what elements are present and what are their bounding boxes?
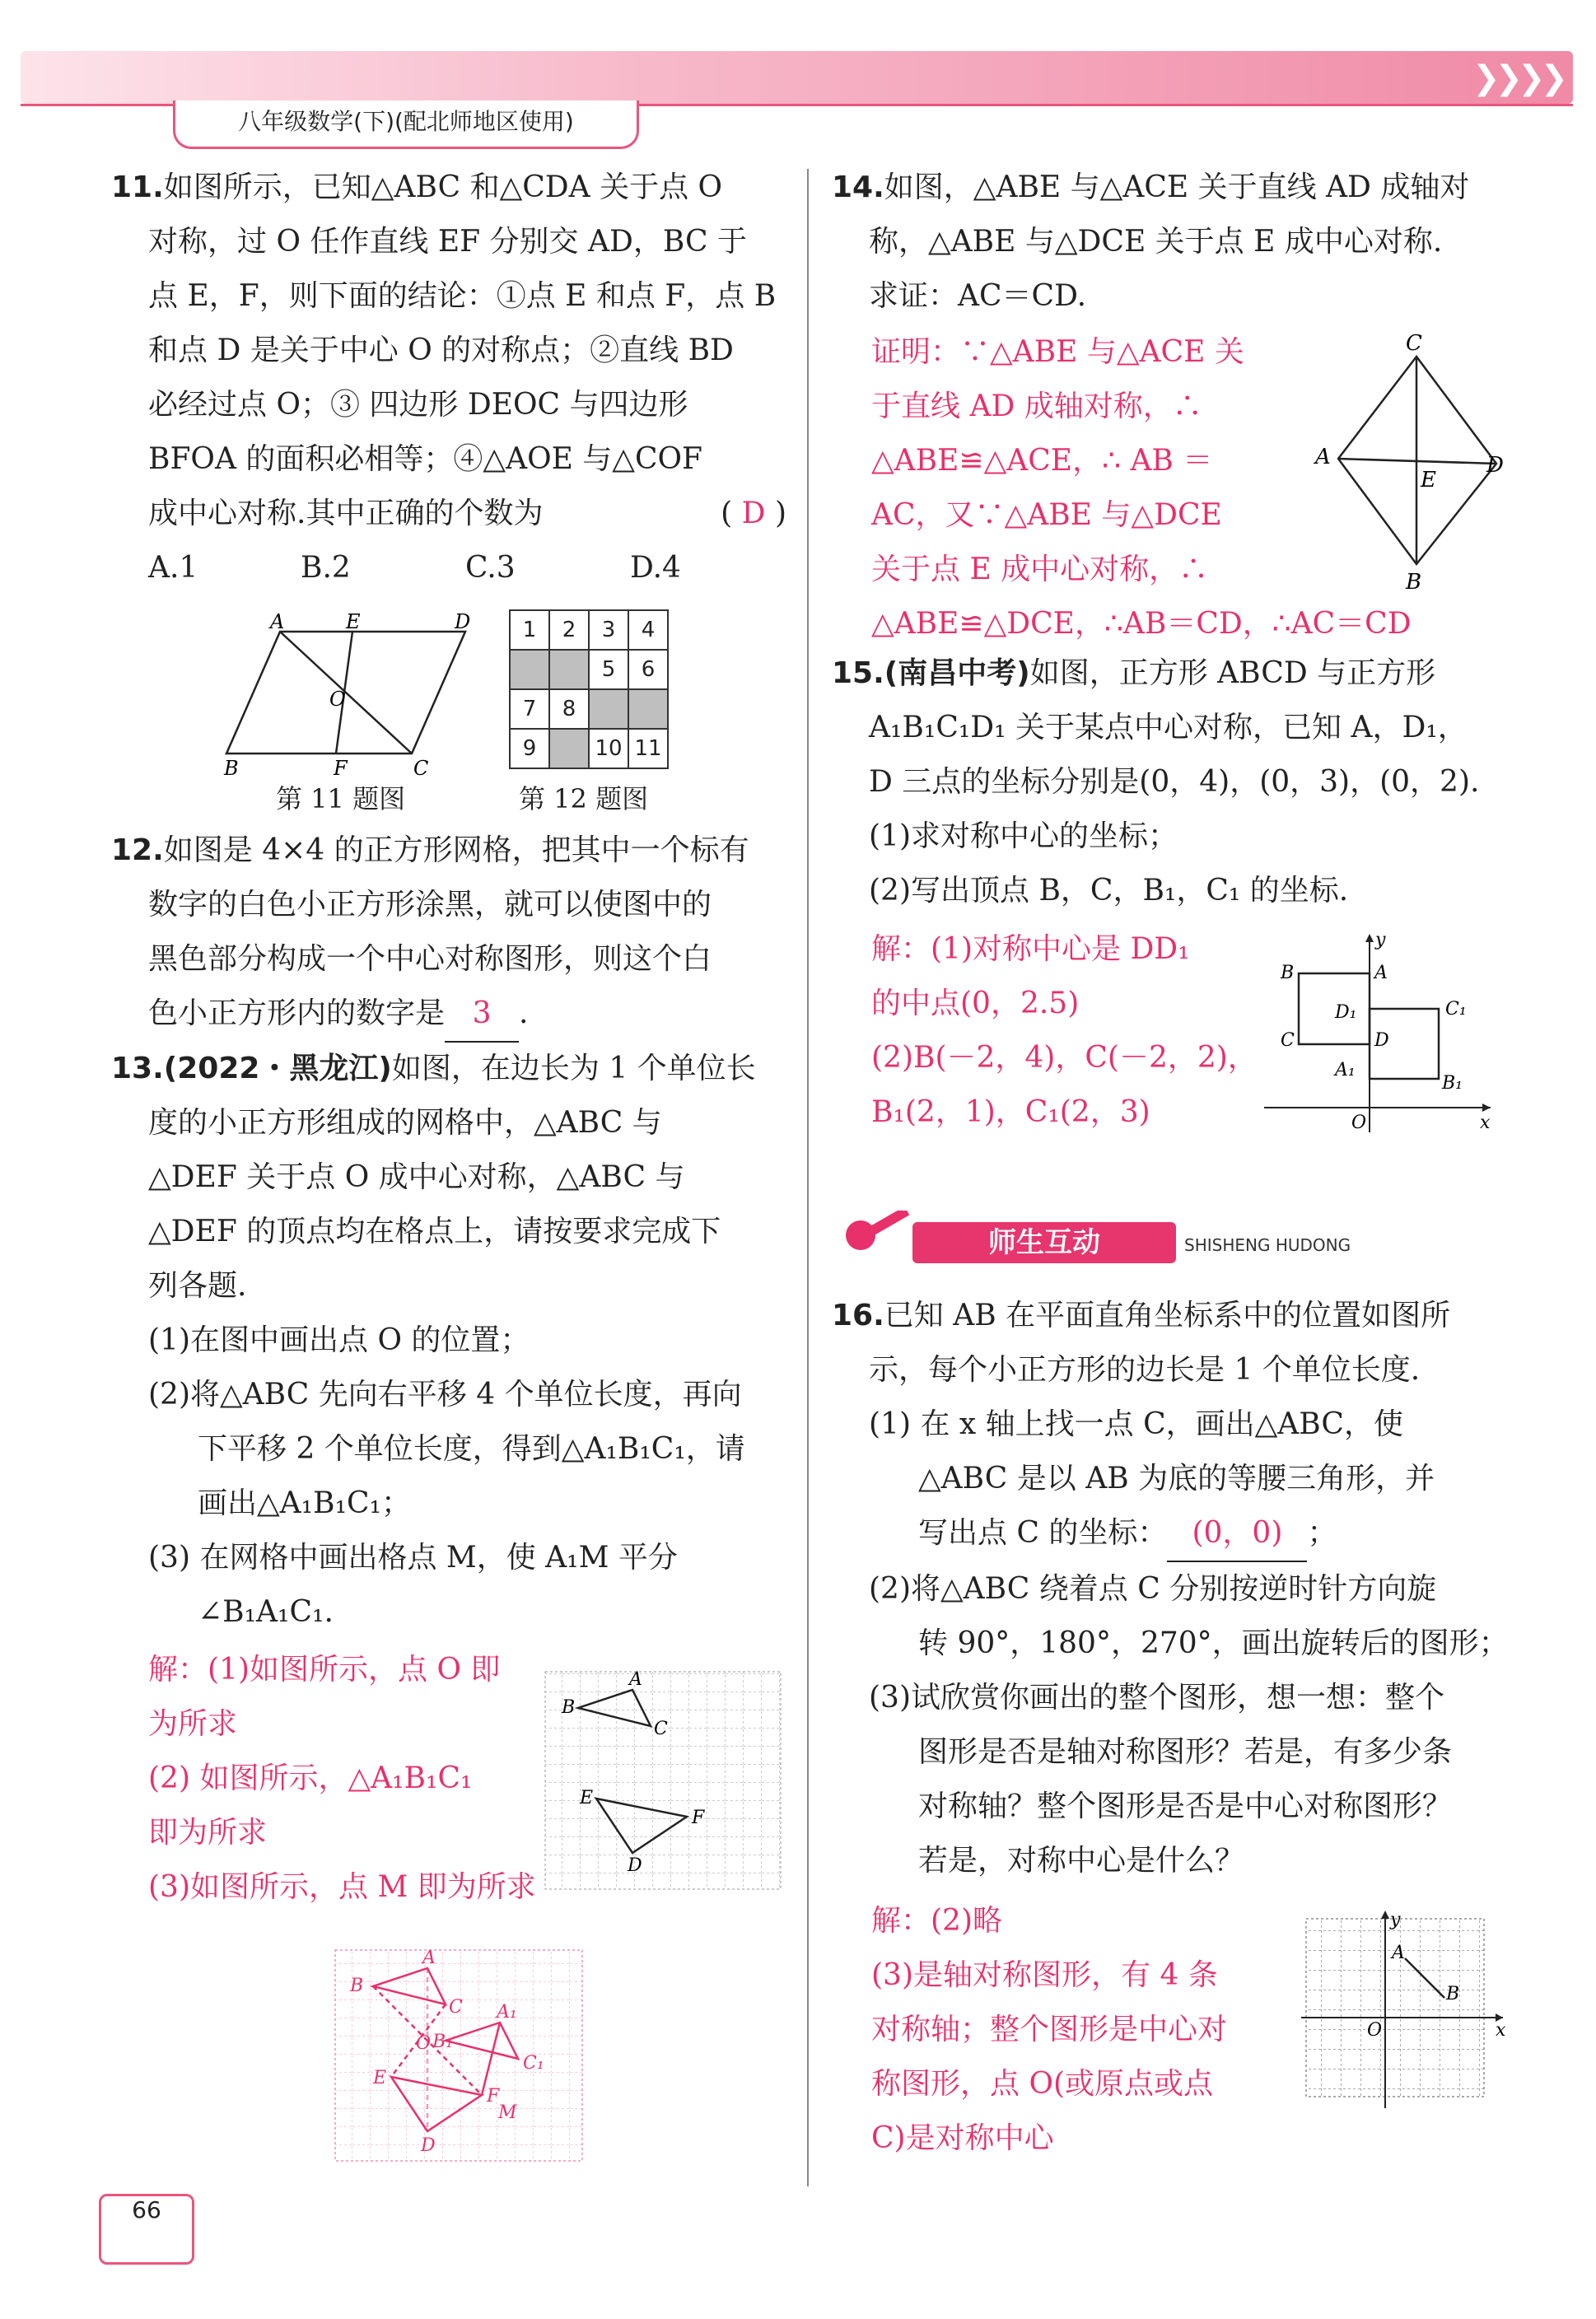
svg-text:A: A [629,1669,642,1690]
svg-text:D: D [1374,1030,1389,1051]
svg-text:C: C [1406,331,1422,356]
page-number: 66 [99,2194,194,2265]
q14-proof: 证明：∵△ABE 与△ACE 关 于直线 AD 成轴对称，∴ △ABE≌△ACE，∴ AB ＝ AC，又∵△ABE 与△DCE 关于点 E 成中心对称，∴ △ABE≌△DCE，∴AB＝CD，∴AC＝CD [871,335,1412,641]
svg-text:D: D [1486,453,1504,478]
figure-11-caption: 第 11 题图 [276,783,406,814]
figure-13-question [544,1655,782,1894]
section-banner: 师生互动 [912,1222,1176,1263]
svg-text:B₁: B₁ [1442,1073,1463,1094]
svg-text:B: B [562,1697,576,1718]
figure-15 [1264,931,1495,1136]
svg-text:y: y [1375,931,1386,950]
header-bar [21,51,1573,104]
column-divider [807,169,809,2186]
svg-text:B: B [224,757,239,778]
q16-solution: 解：(2)略 (3)是轴对称图形，有 4 条 对称轴；整个图形是中心对 称图形，点 O(或原点或点 C)是对称中心 [871,1904,1228,2155]
svg-text:A: A [1374,963,1388,983]
svg-text:D: D [628,1855,642,1876]
q16-answer: (0，0) [1167,1506,1307,1562]
svg-text:C: C [449,1997,463,2018]
svg-text:C₁: C₁ [1445,999,1467,1020]
svg-text:y: y [1390,1911,1401,1930]
svg-text:B: B [1281,963,1295,983]
svg-text:O: O [1351,1113,1367,1133]
svg-text:C₁: C₁ [523,2053,544,2074]
question-12: 12.如图是 4×4 的正方形网格，把其中一个标有 数字的白色小正方形涂黑，就可以使图中的 黑色部分构成一个中心对称图形，则这个白 色小正方形内的数字是 3 . [111,824,786,1043]
svg-text:A: A [1315,445,1331,469]
svg-text:A₁: A₁ [497,2002,517,2023]
question-13: 13.(2022・黑龙江)如图，在边长为 1 个单位长 度的小正方形组成的网格中，△ABC 与 △DEF 关于点 O 成中心对称，△ABC 与 △DEF 的顶点均在格点上，请按要求完成下 列各题. (1)在图中画出点 O 的位置； (2)将△ABC 先向右平移 4 个单位长度，再向 下平移 2 个单位长度，得到△A₁B₁C₁，请 画出△A₁B₁C₁； (3) 在网格中画出格点 M，使 A₁M 平分 ∠B₁A₁C₁. [111,1052,756,1629]
svg-text:D₁: D₁ [1335,1002,1357,1023]
svg-text:O: O [1367,2020,1383,2041]
svg-text:E: E [580,1788,594,1808]
q13-solution: 解：(1)如图所示，点 O 即 为所求 (2) 如图所示，△A₁B₁C₁ 即为所求 (3)如图所示，点 M 即为所求 [148,1653,536,1904]
svg-text:E: E [346,614,361,633]
svg-text:A: A [422,1948,436,1968]
svg-text:A: A [270,614,285,633]
chevron-decoration-icon: ❯❯❯❯ [1472,59,1563,97]
figure-13-answer [334,1927,614,2166]
figure-12-grid: 1 2 3 4 5 6 7 8 9 10 11 [509,609,669,769]
svg-text:F: F [334,757,348,778]
svg-text:C: C [1281,1030,1295,1051]
question-16: 16.已知 AB 在平面直角坐标系中的位置如图所 示，每个小正方形的边长是 1 个单位长度. (1) 在 x 轴上找一点 C，画出△ABC，使 △ABC 是以 AB 为底的等腰三角形，并 写出点 C 的坐标： (0，0) ； (2)将△ABC 绕着点 C 分别按逆时针方向旋 转 90°，180°，270°，画出旋转后的图形； (3)试欣赏你画出的整个图形，想一想：整个 图形是否是轴对称图形？若是，有多少条 对称轴？整个图形是否是中心对称图形？ 若是，对称中心是什么？ [832,1299,1509,1878]
svg-text:A₁: A₁ [1335,1060,1356,1080]
svg-text:F: F [692,1808,705,1828]
question-11: 11.如图所示，已知△ABC 和△CDA 关于点 O 对称，过 O 任作直线 EF 分别交 AD，BC 于 点 E，F，则下面的结论：①点 E 和点 F，点 B 和点 D 是关于中心 O 的对称点；②直线 BD 必经过点 O；③ 四边形 DEOC 与四边形 BFOA 的面积必相等；④△AOE 与△COF 成中心对称.其中正确的个数为 ( D ) A.1 B.2 C.3 D.4 [111,170,786,585]
q12-answer: 3 [445,987,519,1043]
section-banner-pinyin: SHISHENG HUDONG [1184,1235,1351,1255]
svg-text:E: E [373,2068,387,2088]
pencil-icon [836,1211,910,1268]
svg-text:D: D [455,614,471,633]
svg-text:B₁: B₁ [432,2032,453,2052]
figure-11 [214,614,478,778]
svg-text:E: E [1421,468,1436,492]
book-title: 八年级数学(下)(配北师地区使用) [173,100,639,149]
svg-text:O: O [416,2033,432,2054]
q11-answer: D [741,497,766,530]
svg-text:A: A [1392,1943,1405,1963]
svg-text:B: B [350,1976,364,1996]
svg-text:B: B [1406,570,1422,595]
svg-text:C: C [654,1719,668,1739]
svg-text:C: C [413,757,429,778]
question-15: 15.(南昌中考)如图，正方形 ABCD 与正方形 A₁B₁C₁D₁ 关于某点中心对称，已知 A，D₁， D 三点的坐标分别是(0，4)，(0，3)，(0，2). (1)求对称中心的坐标； (2)写出顶点 B，C，B₁，C₁ 的坐标. [832,656,1480,908]
svg-text:x: x [1480,1113,1491,1133]
svg-text:F: F [487,2086,500,2107]
svg-text:x: x [1496,2020,1506,2041]
svg-text:D: D [421,2135,436,2156]
svg-text:B: B [1446,1984,1460,2004]
svg-text:M: M [498,2102,517,2123]
question-14: 14.如图，△ABE 与△ACE 关于直线 AD 成轴对 称，△ABE 与△DCE 关于点 E 成中心对称. 求证：AC＝CD. [832,170,1470,313]
q15-solution: 解：(1)对称中心是 DD₁ 的中点(0，2.5) (2)B(－2，4)，C(－2，2)， B₁(2，1)，C₁(2，3) [871,932,1258,1129]
figure-14 [1314,325,1519,597]
figure-16 [1301,1911,1515,2116]
svg-text:O: O [329,688,346,711]
figure-12-caption: 第 12 题图 [519,783,649,814]
